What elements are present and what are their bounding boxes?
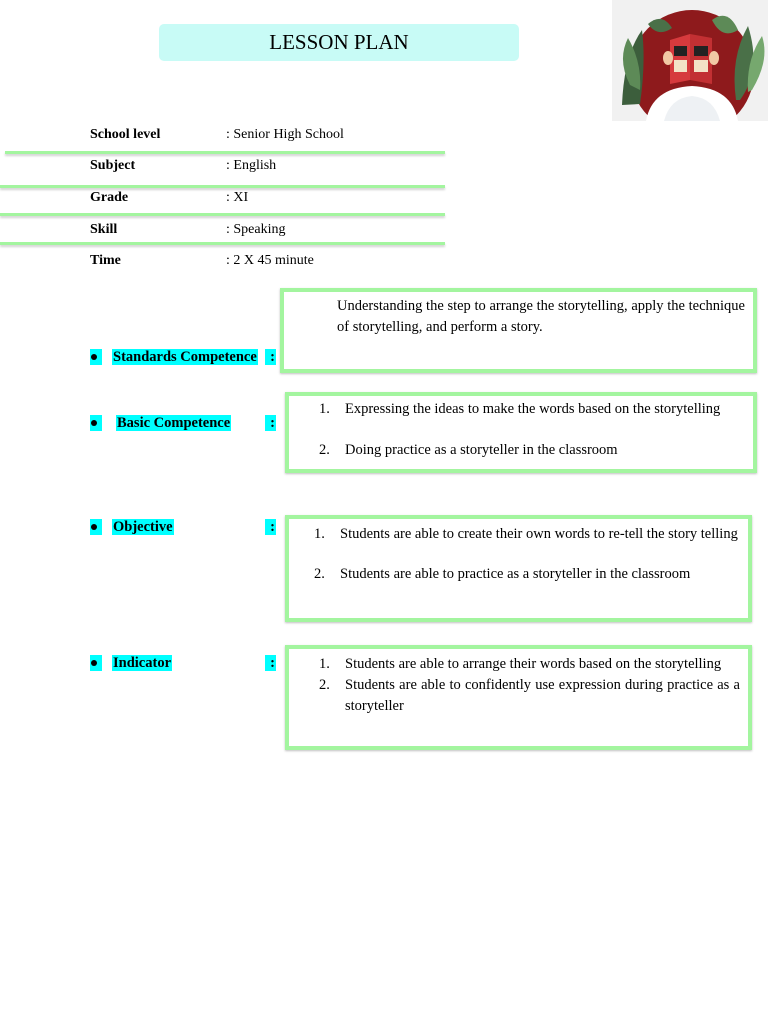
section-label-indicator <box>90 655 276 671</box>
info-value-subject: : English <box>226 158 277 173</box>
page-title: LESSON PLAN <box>159 24 519 61</box>
section-label-text: Indicator <box>113 655 171 671</box>
list-number: 2. <box>314 566 325 582</box>
bullet-icon <box>90 349 102 365</box>
list-text: Students are able to create their own words to re-tell the story telling <box>340 526 738 542</box>
info-value-time: : 2 X 45 minute <box>226 253 314 268</box>
section-colon: : <box>265 519 276 535</box>
list-text: Expressing the ideas to make the words based on the storytelling <box>345 401 721 417</box>
section-label-text: Basic Competence <box>117 415 231 431</box>
divider-line <box>0 213 445 216</box>
divider-line <box>0 185 445 188</box>
list-number: 1. <box>319 656 330 672</box>
section-label-standards-competence <box>90 349 276 365</box>
section-label-text: Objective <box>113 519 173 535</box>
list-item <box>319 399 741 420</box>
divider-line <box>0 242 445 245</box>
basic-competence-box <box>285 392 757 473</box>
section-colon: : <box>265 349 276 365</box>
bullet-icon <box>90 519 102 535</box>
list-text: Students are able to practice as a storyteller in the classroom <box>340 566 691 582</box>
info-value-skill: : Speaking <box>226 222 286 237</box>
info-label-grade: Grade <box>90 190 129 205</box>
list-item <box>319 675 740 717</box>
section-label-text: Standards Competence <box>113 349 257 365</box>
section-label-objective <box>90 519 276 535</box>
info-label-subject: Subject <box>90 158 136 173</box>
reading-person-illustration <box>612 0 768 121</box>
section-label-basic-competence <box>90 415 276 431</box>
divider-line <box>5 151 445 154</box>
indicator-box <box>285 645 752 750</box>
list-text: Students are able to arrange their words based on the storytelling <box>345 656 722 672</box>
info-value-school-level: : Senior High School <box>226 127 344 142</box>
list-number: 2. <box>319 677 330 693</box>
list-item <box>314 564 740 585</box>
info-value-grade: : XI <box>226 190 249 205</box>
list-number: 2. <box>319 442 330 458</box>
list-item <box>319 440 741 461</box>
list-item <box>319 654 740 675</box>
list-number: 1. <box>314 526 325 542</box>
standards-competence-box <box>280 288 757 373</box>
standards-competence-text: Understanding the step to arrange the storytelling, apply the technique of storytelling, and perform a story. <box>337 298 745 335</box>
info-label-time: Time <box>90 253 121 268</box>
list-text: Doing practice as a storyteller in the classroom <box>345 442 618 458</box>
section-colon: : <box>265 655 276 671</box>
list-text: Students are able to confidently use expression during practice as a storyteller <box>345 677 740 714</box>
objective-box <box>285 515 752 622</box>
section-colon: : <box>265 415 276 431</box>
list-item <box>314 524 740 545</box>
bullet-icon <box>90 655 102 671</box>
info-label-skill: Skill <box>90 222 118 237</box>
info-label-school-level: School level <box>90 127 161 142</box>
list-number: 1. <box>319 401 330 417</box>
bullet-icon <box>90 415 102 431</box>
